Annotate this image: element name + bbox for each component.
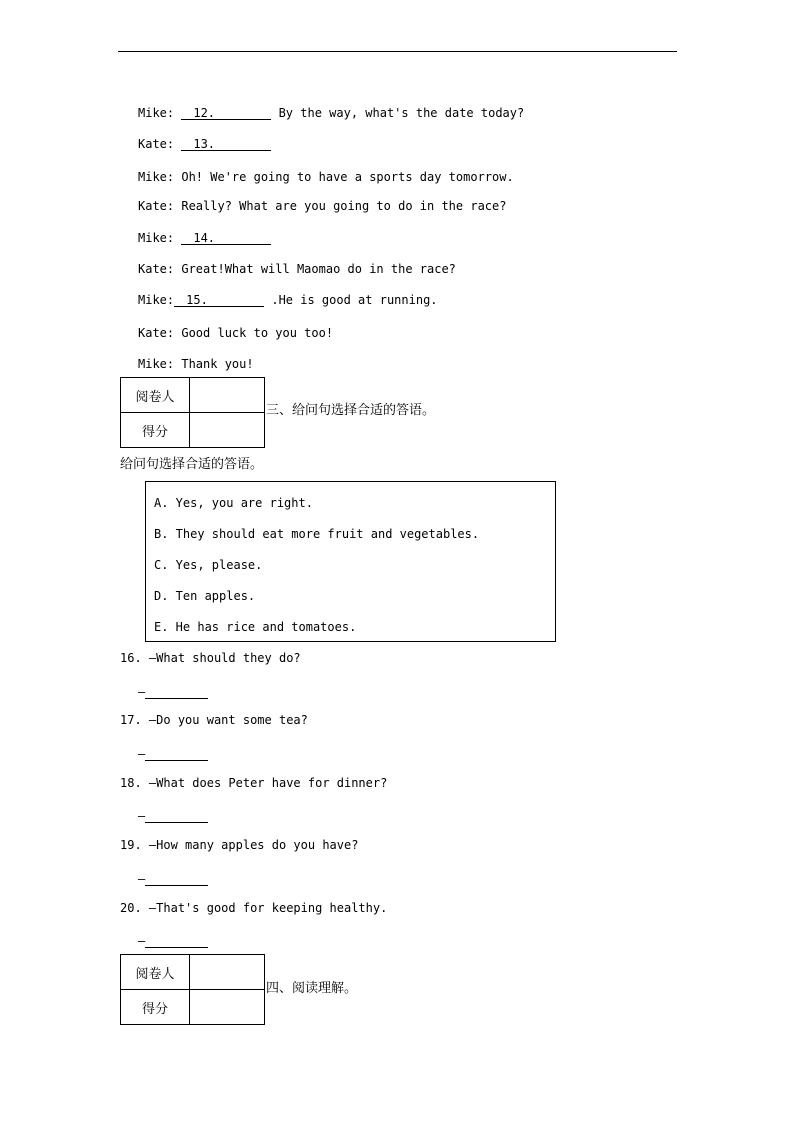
speaker: Mike: (138, 106, 175, 120)
option-d: D. Ten apples. (154, 589, 256, 603)
score-cell[interactable] (190, 990, 265, 1025)
reviewer-label: 阅卷人 (121, 955, 190, 990)
answer-line-19[interactable]: — (138, 871, 208, 886)
question-18: 18. —What does Peter have for dinner? (120, 776, 388, 790)
score-table-section-3 (120, 377, 265, 448)
dialogue-line-1: Mike: 12. By the way, what's the date today? (138, 106, 525, 120)
dialogue-line-7: Mike: 15. .He is good at running. (138, 293, 438, 307)
dialogue-line-8: Kate: Good luck to you too! (138, 326, 334, 340)
section-4-title: 四、阅读理解。 (266, 981, 358, 996)
reviewer-label: 阅卷人 (121, 378, 190, 413)
dialogue-line-2 (138, 137, 271, 151)
dialogue-line-6: Kate: Great!What will Maomao do in the race? (138, 262, 456, 276)
dialogue-line-3: Mike: Oh! We're going to have a sports day tomorrow. (138, 170, 514, 184)
answer-blank-15[interactable]: 15. (174, 293, 264, 307)
score-cell[interactable] (190, 413, 265, 448)
options-box (145, 481, 556, 642)
answer-line-16[interactable]: — (138, 684, 208, 699)
score-label: 得分 (121, 990, 190, 1025)
speaker: Kate: (138, 137, 175, 151)
option-e: E. He has rice and tomatoes. (154, 620, 357, 634)
question-20: 20. —That's good for keeping healthy. (120, 901, 388, 915)
section-3-instruction: 给问句选择合适的答语。 (120, 457, 264, 472)
answer-blank-13[interactable]: 13. (181, 137, 271, 151)
question-17: 17. —Do you want some tea? (120, 713, 308, 727)
section-3-title: 三、给问句选择合适的答语。 (266, 403, 436, 418)
option-c: C. Yes, please. (154, 558, 263, 572)
score-label: 得分 (121, 413, 190, 448)
option-a: A. Yes, you are right. (154, 496, 313, 510)
reviewer-cell[interactable] (190, 378, 265, 413)
answer-line-20[interactable]: — (138, 933, 208, 948)
reviewer-cell[interactable] (190, 955, 265, 990)
answer-blank-14[interactable]: 14. (181, 231, 271, 245)
dialogue-line-5: Mike: 14. (138, 231, 271, 245)
dialogue-line-4: Kate: Really? What are you going to do in the race? (138, 199, 507, 213)
dialogue-line-9: Mike: Thank you! (138, 357, 254, 371)
option-b: B. They should eat more fruit and vegetables. (154, 527, 480, 541)
answer-line-17[interactable]: — (138, 746, 208, 761)
answer-blank-12[interactable]: 12. (181, 106, 271, 120)
score-table-section-4 (120, 954, 265, 1025)
question-16: 16. —What should they do? (120, 651, 301, 665)
answer-line-18[interactable]: — (138, 808, 208, 823)
header-rule (118, 51, 677, 52)
question-19: 19. —How many apples do you have? (120, 838, 359, 852)
